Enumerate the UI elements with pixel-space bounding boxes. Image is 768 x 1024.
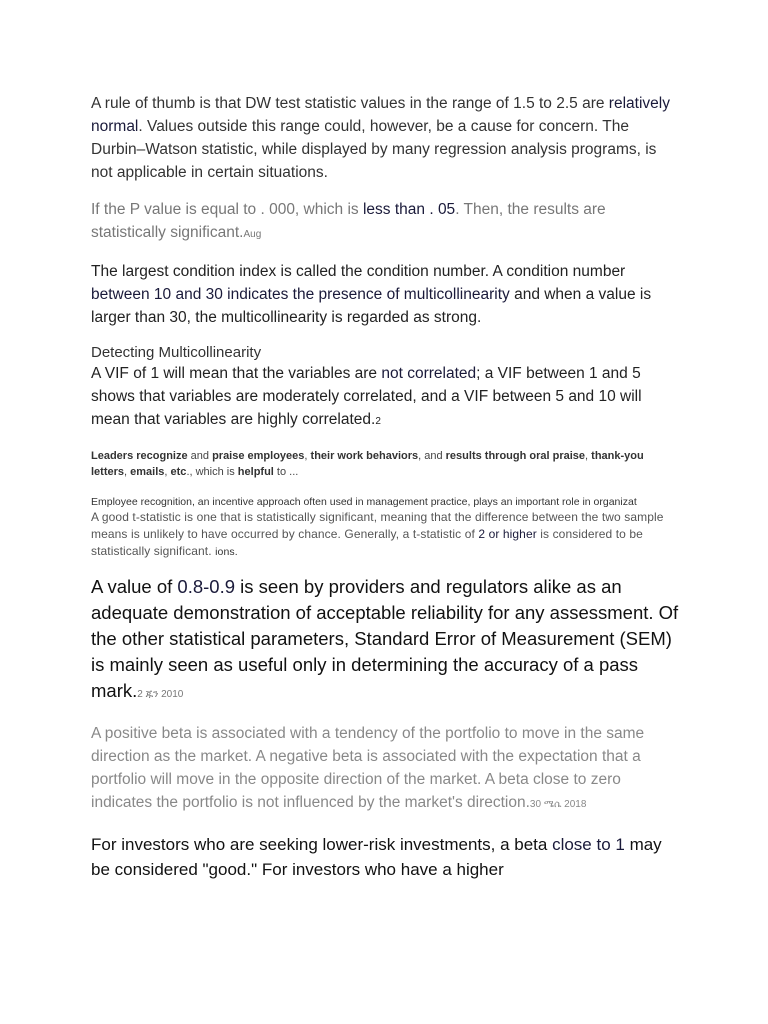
beta-text: A positive beta is associated with a tendency of the portfolio to move in the same direction as the market. A negative beta is associated with the expectation that a portfolio will move in the opposite direction of the market. A beta close to zero indicates the portfolio is not influenced by the market's direction. [91, 725, 645, 811]
dw-text-rest: . Values outside this range could, however, be a cause for concern. The Durbin–Watson statistic, while displayed by many regression analysis programs, is not applicable in certain situations. [91, 118, 657, 181]
pvalue-text-rest: . Then, the results are statistically significant. [91, 201, 606, 241]
leaders-bold-6: emails [130, 466, 165, 478]
document-page [91, 92, 681, 882]
investors-text-rest: may be considered "good." For investors who have a higher [91, 835, 662, 879]
tstat-text-rest: is considered to be statistically significant. [91, 527, 643, 558]
leaders-text-3: , and [418, 450, 446, 462]
investors-text: For investors who are seeking lower-risk investments, a beta [91, 835, 553, 854]
pvalue-date: Aug [243, 229, 262, 240]
leaders-bold-7: etc [170, 466, 187, 478]
condition-text: The largest condition index is called the condition number. A condition number [91, 263, 626, 280]
pvalue-text: If the P value is equal to . 000, which is [91, 201, 363, 218]
pvalue-paragraph [91, 198, 681, 246]
tstat-paragraph [91, 509, 681, 561]
vif-text: A VIF of 1 will mean that the variables are [91, 365, 382, 382]
vif-paragraph [91, 362, 681, 433]
leaders-text-2: , [304, 450, 311, 462]
leaders-bold-4: results through oral praise [445, 450, 586, 462]
leaders-text-5: , [124, 466, 131, 478]
pvalue-highlight: less than . 05 [362, 201, 456, 218]
condition-text-rest: and when a value is larger than 30, the multicollinearity is regarded as strong. [91, 286, 652, 326]
vif-date: 2 [375, 416, 381, 427]
condition-highlight: between 10 and 30 indicates the presence of multicollinearity [91, 286, 510, 303]
sem-text-rest: is seen by providers and regulators alike as an adequate demonstration of acceptable reliability for any assessment. Of the other statistical parameters, Standard Error of Measurement (SEM) is mainly seen as useful only in determining the accuracy of a pass mark. [91, 576, 679, 701]
dw-paragraph [91, 92, 681, 184]
leaders-text-6: , [164, 466, 171, 478]
leaders-bold-3: their work behaviors [310, 450, 419, 462]
dw-highlight: relatively normal [91, 95, 670, 135]
leaders-text-4: , [585, 450, 592, 462]
investors-highlight: close to 1 [552, 835, 625, 854]
leaders-bold-2: praise employees [212, 450, 305, 462]
vif-text-rest: ; a VIF between 1 and 5 shows that variables are moderately correlated, and a VIF between 5 and 10 will mean that variables are highly correlated. [91, 365, 642, 428]
tstat-text: A good t-statistic is one that is statistically significant, meaning that the difference between the two sample means is unlikely to have occurred by chance. Generally, a t-statistic of [91, 510, 664, 541]
leaders-bold-1: Leaders recognize [91, 450, 188, 462]
condition-paragraph [91, 260, 681, 329]
leaders-text-1: and [187, 450, 213, 462]
leaders-text-7: ., which is [186, 466, 238, 478]
vif-highlight: not correlated [381, 365, 477, 382]
beta-date: 30 ሜሴ 2018 [529, 799, 587, 810]
investors-paragraph [91, 832, 681, 882]
leaders-snippet [91, 448, 681, 480]
leaders-bold-8: helpful [237, 466, 274, 478]
dw-text: A rule of thumb is that DW test statistic values in the range of 1.5 to 2.5 are [91, 95, 609, 112]
tstat-highlight: 2 or higher [478, 527, 537, 541]
leaders-text-8: to ... [273, 466, 299, 478]
sem-text: A value of [91, 576, 178, 597]
leaders-bold-5: thank-you letters [91, 450, 644, 478]
beta-paragraph [91, 722, 681, 816]
sem-highlight: 0.8-0.9 [177, 576, 236, 597]
vif-heading: Detecting Multicollinearity [91, 344, 262, 361]
recognition-snippet: Employee recognition, an incentive approach often used in management practice, plays an important role in organizat [91, 496, 637, 508]
tstat-suffix: ions. [215, 546, 238, 558]
sem-date: 2 ጁን 2010 [137, 689, 184, 700]
sem-paragraph [91, 574, 681, 708]
